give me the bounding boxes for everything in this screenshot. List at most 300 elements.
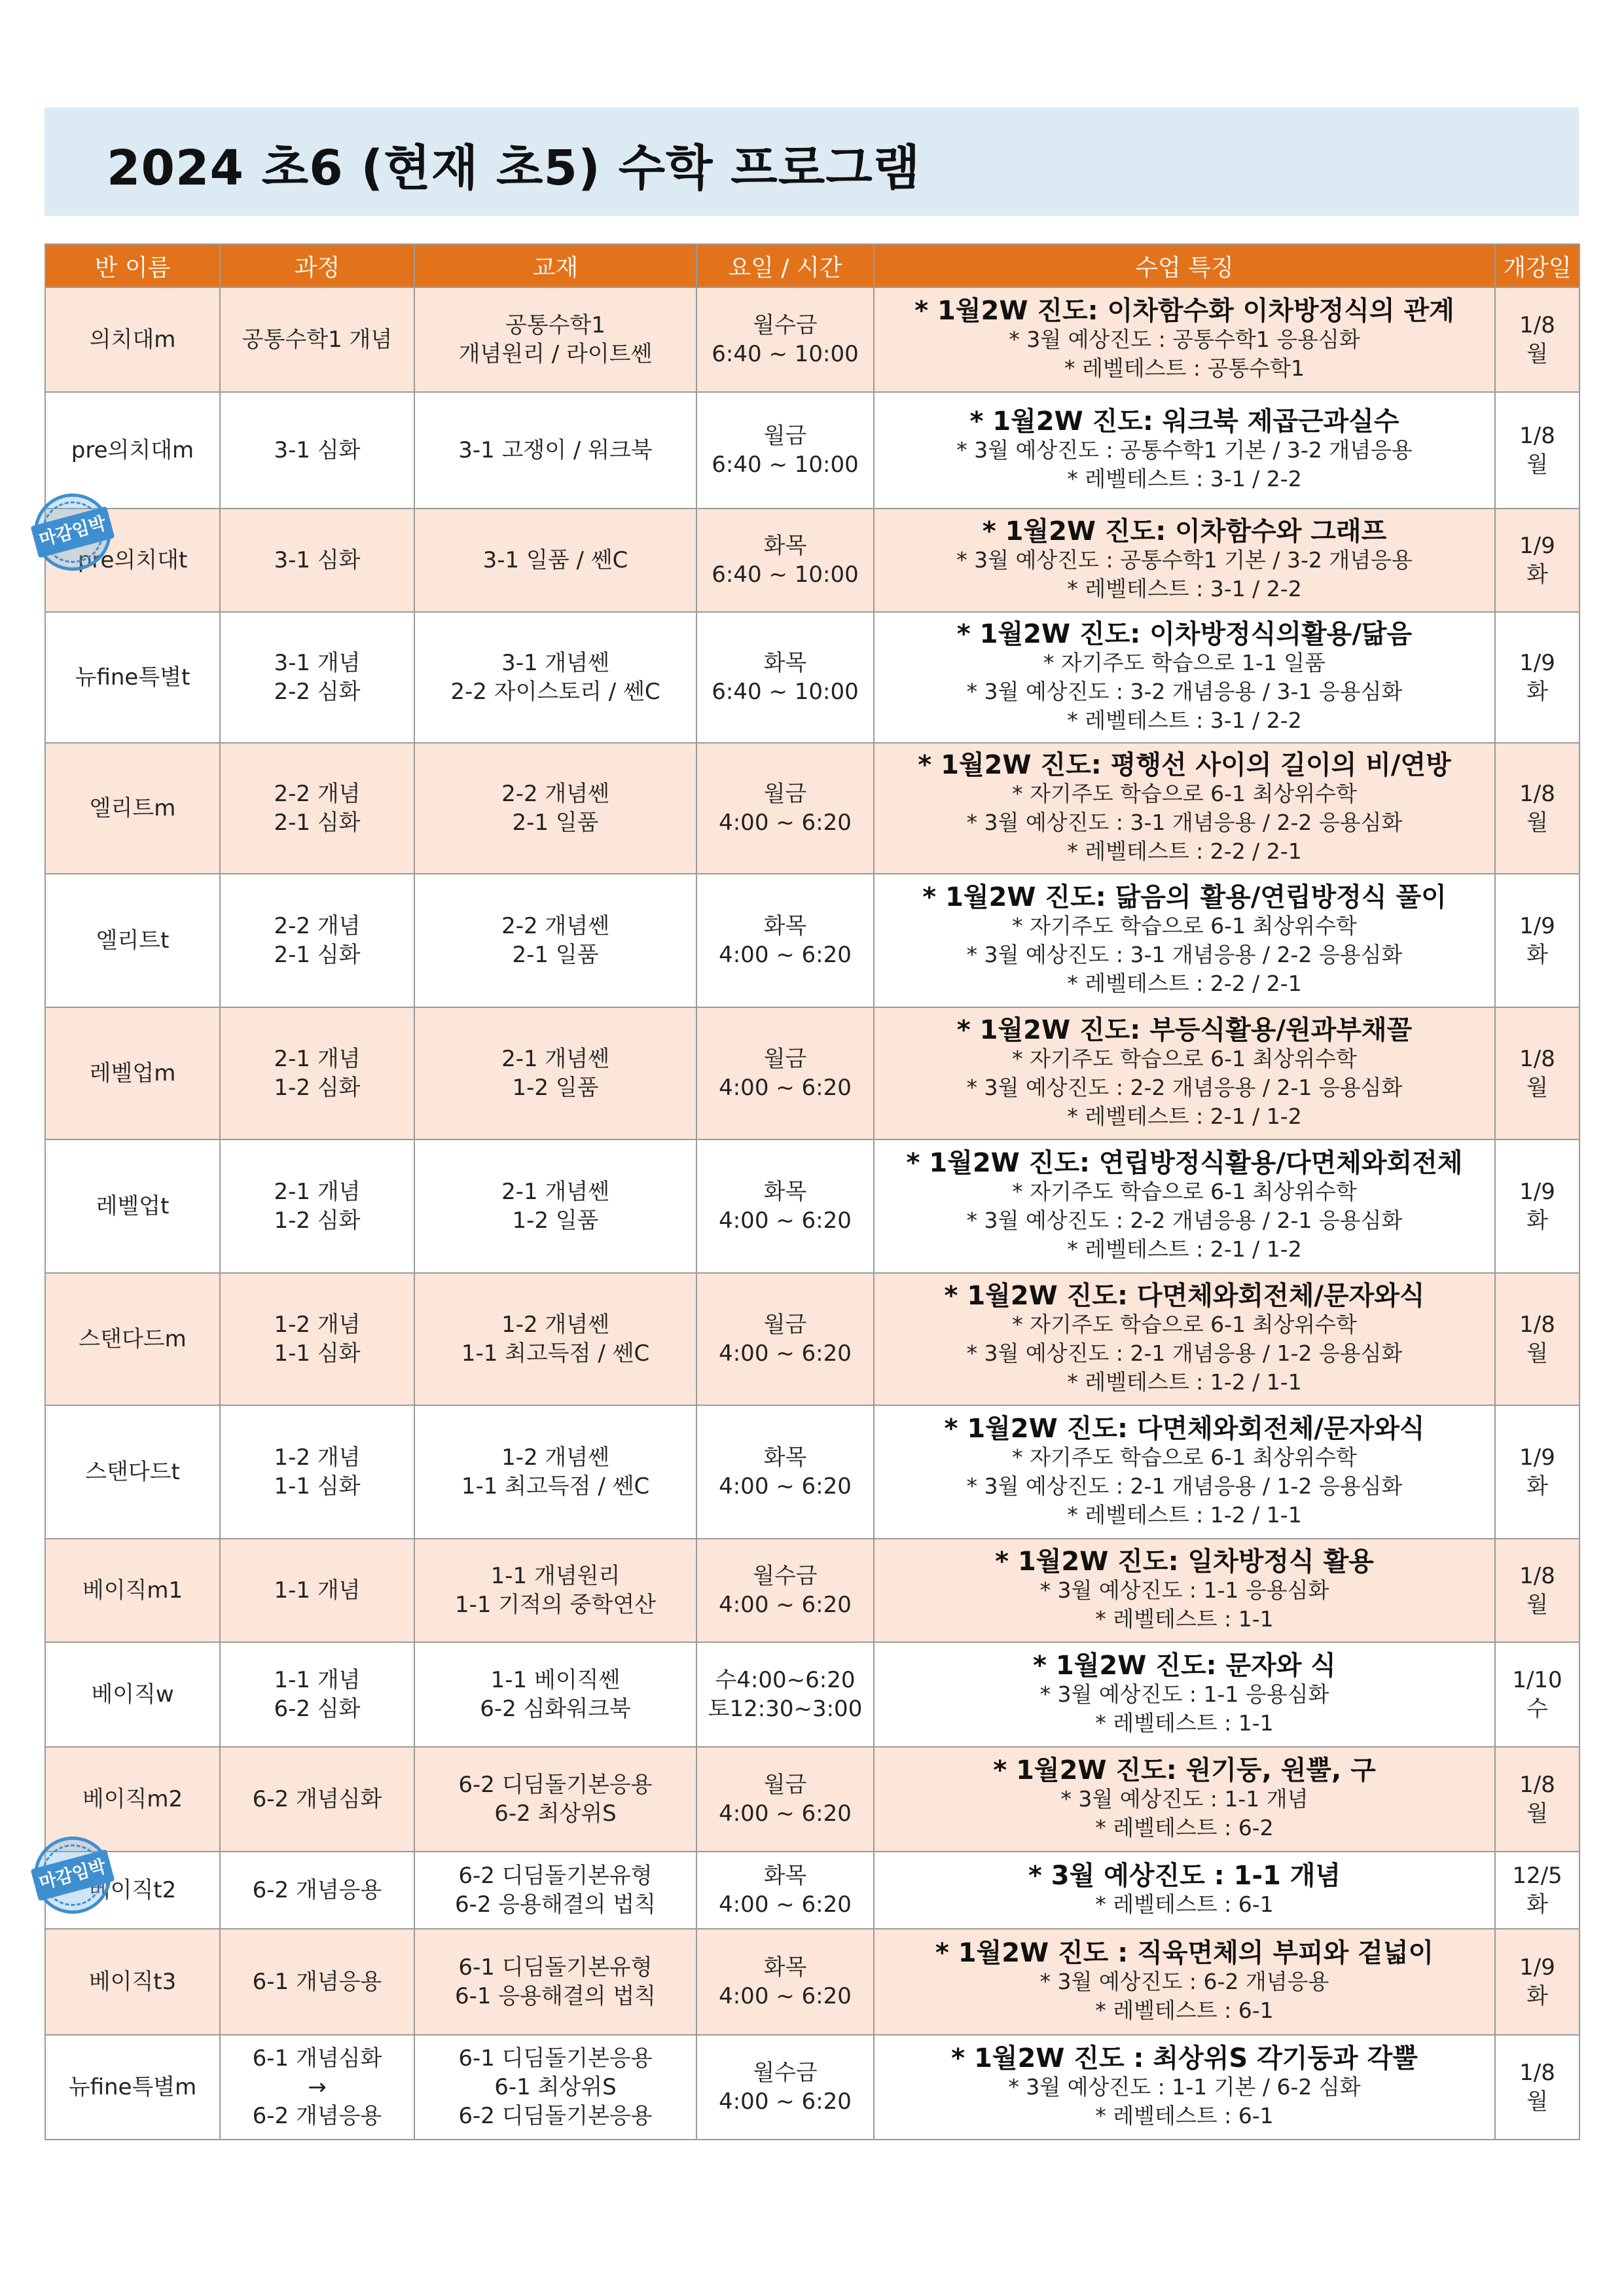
schedule-line: 화목 bbox=[763, 1444, 807, 1471]
feature-note: * 3월 예상진도 : 1-1 응용심화 bbox=[1039, 1681, 1329, 1707]
textbook-cell bbox=[414, 392, 696, 509]
start-date-line: 1/8 bbox=[1519, 1772, 1555, 1798]
feature-note: * 자기주도 학습으로 6-1 최상위수학 bbox=[1012, 913, 1357, 939]
start-date-line: 화 bbox=[1526, 1208, 1548, 1234]
feature-note: * 3월 예상진도 : 3-1 개념응용 / 2-2 응용심화 bbox=[966, 810, 1403, 835]
course-line: 2-1 심화 bbox=[274, 810, 361, 836]
table-row bbox=[45, 1852, 1579, 1929]
textbook-line: 2-1 개념쎈 bbox=[501, 1179, 609, 1205]
start-date-line: 화 bbox=[1526, 562, 1548, 588]
start-date-line: 월 bbox=[1526, 1340, 1548, 1367]
class-name-cell bbox=[45, 874, 220, 1007]
table-row bbox=[45, 1139, 1579, 1273]
start-date-cell bbox=[1495, 1405, 1579, 1539]
features-cell bbox=[874, 1747, 1495, 1852]
start-date-line: 1/8 bbox=[1519, 1046, 1555, 1072]
textbook-line: 1-1 기적의 중학연산 bbox=[454, 1592, 657, 1618]
features-cell bbox=[874, 1539, 1495, 1642]
start-date-cell bbox=[1495, 1747, 1579, 1852]
features-cell bbox=[874, 1852, 1495, 1929]
course-cell bbox=[220, 2035, 414, 2140]
feature-note: * 레벨테스트 : 1-2 / 1-1 bbox=[1067, 1502, 1302, 1528]
features-cell bbox=[874, 1007, 1495, 1139]
textbook-cell bbox=[414, 1852, 696, 1929]
schedule-line: 토12:30~3:00 bbox=[708, 1696, 863, 1722]
class-name-cell bbox=[45, 743, 220, 874]
start-date-cell bbox=[1495, 509, 1579, 612]
feature-note: * 3월 예상진도 : 1-1 개념 bbox=[1060, 1786, 1308, 1812]
course-line: 1-1 심화 bbox=[274, 1473, 361, 1499]
progress-headline: * 3월 예상진도 : 1-1 개념 bbox=[1028, 1861, 1341, 1891]
course-cell bbox=[220, 392, 414, 509]
header-class-name: 반 이름 bbox=[45, 244, 220, 287]
start-date-cell bbox=[1495, 1539, 1579, 1642]
class-name: 엘리트t bbox=[96, 927, 170, 954]
progress-headline: * 1월2W 진도: 평행선 사이의 길이의 비/연방 bbox=[918, 750, 1451, 780]
schedule-line: 월수금 bbox=[753, 312, 818, 338]
schedule-cell bbox=[696, 1929, 874, 2035]
feature-note: * 3월 예상진도 : 3-1 개념응용 / 2-2 응용심화 bbox=[966, 942, 1403, 967]
progress-headline: * 1월2W 진도: 연립방정식활용/다면체와회전체 bbox=[906, 1148, 1463, 1178]
feature-note: * 3월 예상진도 : 2-2 개념응용 / 2-1 응용심화 bbox=[966, 1208, 1403, 1233]
textbook-cell bbox=[414, 874, 696, 1007]
start-date-line: 1/8 bbox=[1519, 1563, 1555, 1589]
textbook-line: 3-1 고쟁이 / 워크북 bbox=[458, 437, 653, 463]
textbook-line: 1-2 개념쎈 bbox=[501, 1312, 609, 1338]
feature-note: * 3월 예상진도 : 1-1 응용심화 bbox=[1039, 1577, 1329, 1603]
table-row bbox=[45, 287, 1579, 392]
start-date-cell bbox=[1495, 1007, 1579, 1139]
start-date-line: 1/9 bbox=[1519, 533, 1555, 559]
textbook-cell bbox=[414, 1642, 696, 1747]
table-row bbox=[45, 1747, 1579, 1852]
textbook-cell bbox=[414, 1405, 696, 1539]
schedule-line: 6:40 ~ 10:00 bbox=[712, 679, 859, 705]
course-line: 6-2 개념응용 bbox=[252, 2103, 382, 2129]
class-name-cell bbox=[45, 1929, 220, 2035]
features-cell bbox=[874, 2035, 1495, 2140]
course-cell bbox=[220, 612, 414, 743]
textbook-cell bbox=[414, 612, 696, 743]
table-row bbox=[45, 612, 1579, 743]
course-line: 2-1 심화 bbox=[274, 942, 361, 968]
textbook-line: 6-2 심화워크북 bbox=[480, 1696, 631, 1722]
start-date-line: 1/8 bbox=[1519, 312, 1555, 338]
class-name: 베이직m2 bbox=[82, 1786, 183, 1812]
textbook-line: 1-2 일품 bbox=[512, 1208, 599, 1234]
class-name: 베이직t3 bbox=[88, 1969, 177, 1995]
feature-note: * 3월 예상진도 : 공통수학1 기본 / 3-2 개념응용 bbox=[956, 437, 1413, 463]
feature-note: * 레벨테스트 : 2-2 / 2-1 bbox=[1067, 971, 1302, 996]
features-cell bbox=[874, 1929, 1495, 2035]
schedule-line: 6:40 ~ 10:00 bbox=[712, 341, 859, 367]
feature-note: * 레벨테스트 : 2-2 / 2-1 bbox=[1067, 838, 1302, 864]
course-line: 6-1 개념심화 bbox=[252, 2045, 382, 2072]
course-line: 1-1 개념 bbox=[274, 1667, 361, 1693]
features-cell bbox=[874, 612, 1495, 743]
textbook-cell bbox=[414, 509, 696, 612]
schedule-cell bbox=[696, 1747, 874, 1852]
deadline-stamp-label: 마감임박 bbox=[30, 1849, 115, 1901]
schedule-cell bbox=[696, 1852, 874, 1929]
course-line: → bbox=[308, 2074, 327, 2100]
textbook-cell bbox=[414, 743, 696, 874]
schedule-line: 월금 bbox=[763, 1046, 807, 1072]
course-line: 1-2 심화 bbox=[274, 1075, 361, 1101]
table-row bbox=[45, 1273, 1579, 1405]
progress-headline: * 1월2W 진도 : 직육면체의 부피와 겉넓이 bbox=[935, 1938, 1434, 1968]
schedule-line: 4:00 ~ 6:20 bbox=[719, 1075, 852, 1101]
features-cell bbox=[874, 1139, 1495, 1273]
start-date-line: 화 bbox=[1526, 1892, 1548, 1918]
course-cell bbox=[220, 287, 414, 392]
start-date-cell bbox=[1495, 2035, 1579, 2140]
class-name-cell bbox=[45, 1007, 220, 1139]
progress-headline: * 1월2W 진도: 워크북 제곱근과실수 bbox=[969, 406, 1399, 437]
feature-note: * 3월 예상진도 : 6-2 개념응용 bbox=[1039, 1969, 1329, 1994]
course-line: 1-1 심화 bbox=[274, 1340, 361, 1367]
table-row bbox=[45, 1539, 1579, 1642]
textbook-line: 2-2 개념쎈 bbox=[501, 913, 609, 939]
textbook-line: 3-1 일품 / 쎈C bbox=[482, 547, 628, 573]
feature-note: * 자기주도 학습으로 6-1 최상위수학 bbox=[1012, 1312, 1357, 1337]
start-date-line: 월 bbox=[1526, 810, 1548, 836]
class-name: 스탠다드t bbox=[85, 1459, 180, 1485]
table-row bbox=[45, 874, 1579, 1007]
class-name-cell bbox=[37, 1852, 220, 1929]
schedule-line: 화목 bbox=[763, 1863, 807, 1889]
feature-note: * 레벨테스트 : 공통수학1 bbox=[1064, 355, 1305, 381]
features-cell bbox=[874, 392, 1495, 509]
course-line: 2-1 개념 bbox=[274, 1179, 361, 1205]
class-name: 레벨업m bbox=[89, 1060, 176, 1086]
course-line: 3-1 개념 bbox=[274, 650, 361, 676]
class-name: 엘리트m bbox=[89, 795, 176, 821]
textbook-line: 6-1 디딤돌기본유형 bbox=[458, 1954, 653, 1981]
progress-headline: * 1월2W 진도: 부등식활용/원과부채꼴 bbox=[956, 1015, 1413, 1045]
features-cell bbox=[874, 1642, 1495, 1747]
start-date-cell bbox=[1495, 1929, 1579, 2035]
feature-note: * 3월 예상진도 : 2-1 개념응용 / 1-2 응용심화 bbox=[966, 1340, 1403, 1366]
schedule-line: 6:40 ~ 10:00 bbox=[712, 562, 859, 588]
start-date-cell bbox=[1495, 1273, 1579, 1405]
table-row bbox=[45, 1642, 1579, 1747]
schedule-line: 4:00 ~ 6:20 bbox=[719, 810, 852, 836]
feature-note: * 레벨테스트 : 6-2 bbox=[1095, 1815, 1274, 1840]
table-row bbox=[45, 1405, 1579, 1539]
schedule-cell bbox=[696, 743, 874, 874]
start-date-cell bbox=[1495, 287, 1579, 392]
schedule-line: 4:00 ~ 6:20 bbox=[719, 1340, 852, 1367]
schedule-line: 월금 bbox=[763, 423, 807, 449]
features-cell bbox=[874, 1405, 1495, 1539]
table-body bbox=[37, 287, 1579, 2140]
header-features: 수업 특징 bbox=[874, 244, 1495, 287]
schedule-line: 월수금 bbox=[753, 2060, 818, 2086]
start-date-line: 1/9 bbox=[1519, 1954, 1555, 1981]
course-line: 2-2 개념 bbox=[274, 913, 361, 939]
start-date-line: 월 bbox=[1526, 1801, 1548, 1827]
course-cell bbox=[220, 1747, 414, 1852]
schedule-line: 6:40 ~ 10:00 bbox=[712, 452, 859, 478]
course-cell bbox=[220, 1929, 414, 2035]
schedule-line: 월금 bbox=[763, 781, 807, 807]
progress-headline: * 1월2W 진도: 이차방정식의활용/닮음 bbox=[956, 619, 1413, 649]
feature-note: * 레벨테스트 : 2-1 / 1-2 bbox=[1067, 1103, 1302, 1129]
class-name: 의치대m bbox=[89, 327, 176, 353]
schedule-line: 수4:00~6:20 bbox=[715, 1667, 856, 1693]
feature-note: * 레벨테스트 : 6-1 bbox=[1095, 2103, 1274, 2128]
schedule-cell bbox=[696, 612, 874, 743]
course-line: 1-2 심화 bbox=[274, 1208, 361, 1234]
header-schedule: 요일 / 시간 bbox=[696, 244, 874, 287]
schedule-line: 4:00 ~ 6:20 bbox=[719, 1473, 852, 1499]
course-line: 2-1 개념 bbox=[274, 1046, 361, 1072]
course-line: 6-2 심화 bbox=[274, 1696, 361, 1722]
feature-note: * 3월 예상진도 : 1-1 기본 / 6-2 심화 bbox=[1008, 2074, 1361, 2100]
feature-note: * 자기주도 학습으로 6-1 최상위수학 bbox=[1012, 781, 1357, 806]
textbook-line: 1-1 개념원리 bbox=[490, 1563, 621, 1589]
start-date-line: 1/9 bbox=[1519, 1444, 1555, 1471]
textbook-line: 6-1 최상위S bbox=[494, 2074, 617, 2100]
feature-note: * 3월 예상진도 : 3-2 개념응용 / 3-1 응용심화 bbox=[966, 679, 1403, 704]
start-date-line: 1/10 bbox=[1512, 1667, 1562, 1693]
start-date-cell bbox=[1495, 743, 1579, 874]
start-date-line: 1/9 bbox=[1519, 913, 1555, 939]
start-date-line: 월 bbox=[1526, 1075, 1548, 1101]
schedule-cell bbox=[696, 1405, 874, 1539]
start-date-line: 1/8 bbox=[1519, 423, 1555, 449]
class-name: 뉴fine특별m bbox=[68, 2074, 197, 2100]
course-line: 1-2 개념 bbox=[274, 1312, 361, 1338]
textbook-line: 1-1 최고득점 / 쎈C bbox=[461, 1473, 650, 1499]
header-textbook: 교재 bbox=[414, 244, 696, 287]
class-name-cell bbox=[45, 1139, 220, 1273]
feature-note: * 레벨테스트 : 3-1 / 2-2 bbox=[1067, 576, 1302, 601]
textbook-line: 6-1 디딤돌기본응용 bbox=[458, 2045, 653, 2072]
schedule-line: 4:00 ~ 6:20 bbox=[719, 2089, 852, 2115]
textbook-line: 6-2 최상위S bbox=[494, 1801, 617, 1827]
course-line: 1-1 개념 bbox=[274, 1577, 361, 1604]
deadline-stamp-label: 마감임박 bbox=[30, 506, 115, 558]
textbook-line: 2-1 일품 bbox=[512, 942, 599, 968]
textbook-cell bbox=[414, 1539, 696, 1642]
course-line: 1-2 개념 bbox=[274, 1444, 361, 1471]
feature-note: * 레벨테스트 : 6-1 bbox=[1095, 1998, 1274, 2023]
feature-note: * 레벨테스트 : 2-1 / 1-2 bbox=[1067, 1236, 1302, 1262]
start-date-cell bbox=[1495, 1852, 1579, 1929]
page-title: 2024 초6 (현재 초5) 수학 프로그램 bbox=[107, 140, 921, 196]
start-date-cell bbox=[1495, 392, 1579, 509]
feature-note: * 레벨테스트 : 3-1 / 2-2 bbox=[1067, 708, 1302, 733]
schedule-line: 화목 bbox=[763, 1179, 807, 1205]
feature-note: * 레벨테스트 : 1-2 / 1-1 bbox=[1067, 1369, 1302, 1395]
start-date-cell bbox=[1495, 1139, 1579, 1273]
course-line: 공통수학1 개념 bbox=[242, 327, 393, 353]
course-cell bbox=[220, 509, 414, 612]
feature-note: * 자기주도 학습으로 6-1 최상위수학 bbox=[1012, 1444, 1357, 1470]
textbook-line: 6-2 디딤돌기본응용 bbox=[458, 1772, 653, 1798]
schedule-line: 화목 bbox=[763, 650, 807, 676]
textbook-cell bbox=[414, 1139, 696, 1273]
start-date-line: 1/8 bbox=[1519, 1312, 1555, 1338]
class-name: 뉴fine특별t bbox=[75, 664, 190, 691]
feature-note: * 레벨테스트 : 6-1 bbox=[1095, 1892, 1274, 1917]
progress-headline: * 1월2W 진도 : 최상위S 각기둥과 각뿔 bbox=[951, 2043, 1418, 2073]
schedule-line: 월금 bbox=[763, 1772, 807, 1798]
start-date-cell bbox=[1495, 612, 1579, 743]
schedule-cell bbox=[696, 392, 874, 509]
features-cell bbox=[874, 287, 1495, 392]
schedule-table bbox=[37, 243, 1580, 2140]
start-date-line: 월 bbox=[1526, 1592, 1548, 1618]
schedule-cell bbox=[696, 1273, 874, 1405]
textbook-line: 3-1 개념쎈 bbox=[501, 650, 609, 676]
feature-note: * 레벨테스트 : 1-1 bbox=[1095, 1710, 1274, 1736]
textbook-line: 1-2 일품 bbox=[512, 1075, 599, 1101]
progress-headline: * 1월2W 진도: 닮음의 활용/연립방정식 풀이 bbox=[922, 882, 1447, 912]
textbook-cell bbox=[414, 1929, 696, 2035]
course-line: 2-2 개념 bbox=[274, 781, 361, 807]
schedule-line: 화목 bbox=[763, 913, 807, 939]
schedule-line: 월수금 bbox=[753, 1563, 818, 1589]
schedule-line: 4:00 ~ 6:20 bbox=[719, 1801, 852, 1827]
class-name: 스탠다드m bbox=[79, 1326, 187, 1352]
progress-headline: * 1월2W 진도: 문자와 식 bbox=[1033, 1651, 1336, 1681]
start-date-line: 화 bbox=[1526, 942, 1548, 968]
start-date-line: 1/8 bbox=[1519, 2060, 1555, 2086]
course-cell bbox=[220, 1273, 414, 1405]
schedule-line: 4:00 ~ 6:20 bbox=[719, 1983, 852, 2009]
start-date-line: 화 bbox=[1526, 679, 1548, 705]
class-name-cell bbox=[37, 509, 220, 612]
textbook-line: 6-2 응용해결의 법칙 bbox=[454, 1892, 657, 1918]
table-header-row bbox=[45, 244, 1579, 287]
start-date-line: 월 bbox=[1526, 341, 1548, 367]
schedule-line: 4:00 ~ 6:20 bbox=[719, 1208, 852, 1234]
class-name: 베이직w bbox=[91, 1681, 174, 1708]
table-row bbox=[45, 1007, 1579, 1139]
title-band bbox=[45, 107, 1579, 216]
schedule-line: 4:00 ~ 6:20 bbox=[719, 942, 852, 968]
class-name-cell bbox=[45, 287, 220, 392]
feature-note: * 레벨테스트 : 3-1 / 2-2 bbox=[1067, 466, 1302, 492]
course-line: 3-1 심화 bbox=[274, 547, 361, 573]
textbook-cell bbox=[414, 287, 696, 392]
textbook-cell bbox=[414, 1747, 696, 1852]
start-date-line: 월 bbox=[1526, 452, 1548, 478]
class-name-cell bbox=[45, 612, 220, 743]
header-start-date: 개강일 bbox=[1495, 244, 1579, 287]
course-line: 3-1 심화 bbox=[274, 437, 361, 463]
start-date-line: 1/9 bbox=[1519, 650, 1555, 676]
textbook-line: 1-2 개념쎈 bbox=[501, 1444, 609, 1471]
features-cell bbox=[874, 743, 1495, 874]
class-name: 베이직m1 bbox=[82, 1577, 183, 1604]
progress-headline: * 1월2W 진도: 이차함수와 그래프 bbox=[982, 516, 1387, 547]
course-line: 2-2 심화 bbox=[274, 679, 361, 705]
table-row bbox=[45, 509, 1579, 612]
textbook-line: 2-1 개념쎈 bbox=[501, 1046, 609, 1072]
features-cell bbox=[874, 509, 1495, 612]
start-date-cell bbox=[1495, 874, 1579, 1007]
course-cell bbox=[220, 1405, 414, 1539]
progress-headline: * 1월2W 진도: 다면체와회전체/문자와식 bbox=[944, 1414, 1425, 1444]
course-cell bbox=[220, 874, 414, 1007]
schedule-cell bbox=[696, 287, 874, 392]
course-line: 6-2 개념심화 bbox=[252, 1786, 382, 1812]
course-line: 6-1 개념응용 bbox=[252, 1969, 382, 1995]
feature-note: * 3월 예상진도 : 2-2 개념응용 / 2-1 응용심화 bbox=[966, 1075, 1403, 1100]
progress-headline: * 1월2W 진도: 이차함수화 이차방정식의 관계 bbox=[914, 296, 1454, 326]
header-course: 과정 bbox=[220, 244, 414, 287]
schedule-line: 월금 bbox=[763, 1312, 807, 1338]
features-cell bbox=[874, 1273, 1495, 1405]
start-date-line: 화 bbox=[1526, 1473, 1548, 1499]
start-date-line: 12/5 bbox=[1512, 1863, 1562, 1889]
feature-note: * 3월 예상진도 : 2-1 개념응용 / 1-2 응용심화 bbox=[966, 1473, 1403, 1499]
textbook-line: 공통수학1 bbox=[505, 312, 605, 338]
course-cell bbox=[220, 1539, 414, 1642]
textbook-cell bbox=[414, 1007, 696, 1139]
textbook-line: 2-2 개념쎈 bbox=[501, 781, 609, 807]
schedule-line: 화목 bbox=[763, 1954, 807, 1981]
table-row bbox=[45, 392, 1579, 509]
course-cell bbox=[220, 1852, 414, 1929]
feature-note: * 3월 예상진도 : 공통수학1 기본 / 3-2 개념응용 bbox=[956, 547, 1413, 573]
feature-note: * 자기주도 학습으로 6-1 최상위수학 bbox=[1012, 1046, 1357, 1071]
course-cell bbox=[220, 1642, 414, 1747]
schedule-cell bbox=[696, 1007, 874, 1139]
schedule-cell bbox=[696, 1539, 874, 1642]
textbook-cell bbox=[414, 1273, 696, 1405]
course-cell bbox=[220, 1139, 414, 1273]
schedule-line: 4:00 ~ 6:20 bbox=[719, 1592, 852, 1618]
textbook-line: 개념원리 / 라이트쎈 bbox=[458, 341, 653, 367]
textbook-line: 2-2 자이스토리 / 쎈C bbox=[450, 679, 660, 705]
textbook-line: 6-2 디딤돌기본유형 bbox=[458, 1863, 653, 1889]
table-row bbox=[45, 1929, 1579, 2035]
start-date-line: 1/8 bbox=[1519, 781, 1555, 807]
schedule-line: 화목 bbox=[763, 533, 807, 559]
start-date-cell bbox=[1495, 1642, 1579, 1747]
class-name: 레벨업t bbox=[96, 1193, 170, 1219]
textbook-cell bbox=[414, 2035, 696, 2140]
textbook-line: 1-1 베이직쎈 bbox=[490, 1667, 621, 1693]
textbook-line: 6-2 디딤돌기본응용 bbox=[458, 2103, 653, 2129]
course-cell bbox=[220, 743, 414, 874]
schedule-cell bbox=[696, 1139, 874, 1273]
features-cell bbox=[874, 874, 1495, 1007]
table-row bbox=[45, 2035, 1579, 2140]
class-name-cell bbox=[45, 1405, 220, 1539]
course-line: 6-2 개념응용 bbox=[252, 1877, 382, 1903]
schedule-line: 4:00 ~ 6:20 bbox=[719, 1892, 852, 1918]
class-name: pre의치대m bbox=[71, 437, 194, 463]
start-date-line: 월 bbox=[1526, 2089, 1548, 2115]
feature-note: * 3월 예상진도 : 공통수학1 응용심화 bbox=[1009, 327, 1360, 352]
table-row bbox=[45, 743, 1579, 874]
feature-note: * 자기주도 학습으로 1-1 일품 bbox=[1043, 650, 1326, 675]
class-name-cell bbox=[45, 1539, 220, 1642]
class-name-cell bbox=[45, 2035, 220, 2140]
schedule-cell bbox=[696, 1642, 874, 1747]
progress-headline: * 1월2W 진도: 다면체와회전체/문자와식 bbox=[944, 1281, 1425, 1311]
class-name-cell bbox=[45, 392, 220, 509]
progress-headline: * 1월2W 진도: 일차방정식 활용 bbox=[995, 1547, 1374, 1577]
progress-headline: * 1월2W 진도: 원기둥, 원뿔, 구 bbox=[993, 1755, 1376, 1785]
schedule-cell bbox=[696, 509, 874, 612]
